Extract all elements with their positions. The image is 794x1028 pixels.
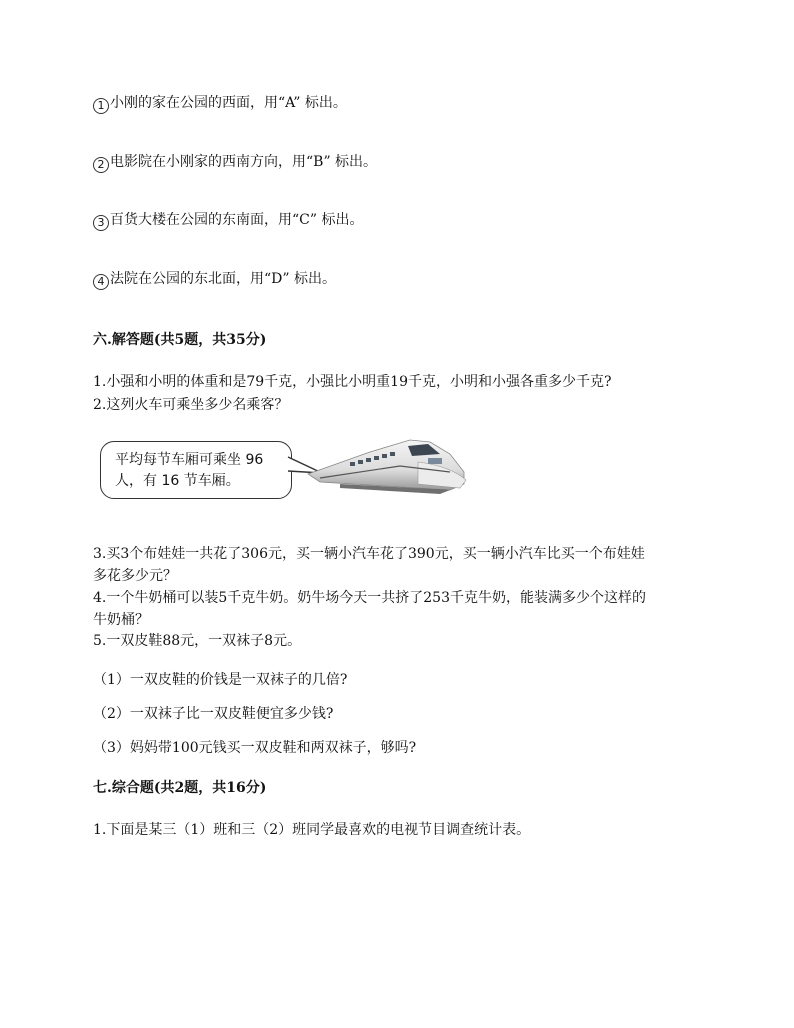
- question-7-1: 1.下面是某三（1）班和三（2）班同学最喜欢的电视节目调查统计表。: [93, 822, 531, 838]
- bubble-line-2: 人，有 16 节车厢。: [115, 473, 240, 489]
- circled-number: 1: [93, 98, 109, 114]
- section-7-heading: 七.综合题(共2题，共16分): [93, 780, 267, 796]
- map-item-3: [93, 209, 363, 231]
- circled-number: 4: [93, 274, 109, 290]
- question-6-4-line-2: 牛奶桶？: [93, 612, 149, 628]
- question-6-3-line-1: 3.买3个布娃娃一共花了306元，买一辆小汽车花了390元，买一辆小汽车比买一个布娃娃: [93, 546, 645, 562]
- map-item-2: [93, 151, 377, 173]
- circled-number: 3: [93, 215, 109, 231]
- speech-bubble: [100, 441, 292, 499]
- map-item-text: 小刚的家在公园的西面，用“A” 标出。: [110, 95, 347, 111]
- bubble-line-1: 平均每节车厢可乘坐 96: [115, 452, 264, 468]
- map-item-text: 法院在公园的东北面，用“D” 标出。: [110, 271, 336, 287]
- question-6-4-line-1: 4.一个牛奶桶可以装5千克牛奶。奶牛场今天一共挤了253千克牛奶，能装满多少个这样的: [93, 590, 646, 606]
- question-6-1: 1.小强和小明的体重和是79千克，小强比小明重19千克，小明和小强各重多少千克?: [93, 374, 612, 390]
- map-item-text: 百货大楼在公园的东南面，用“C” 标出。: [110, 212, 364, 228]
- bullet-train-image: [300, 432, 468, 498]
- question-6-5: 5.一双皮鞋88元，一双袜子8元。: [93, 633, 302, 649]
- section-6-heading: 六.解答题(共5题，共35分): [93, 332, 267, 348]
- question-6-5-part-3: （3）妈妈带100元钱买一双皮鞋和两双袜子，够吗?: [93, 740, 417, 756]
- map-item-4: [93, 268, 336, 290]
- question-6-3-line-2: 多花多少元？: [93, 568, 177, 584]
- map-item-text: 电影院在小刚家的西南方向，用“B” 标出。: [110, 154, 378, 170]
- question-6-5-part-2: （2）一双袜子比一双皮鞋便宜多少钱?: [93, 706, 334, 722]
- question-6-5-part-1: （1）一双皮鞋的价钱是一双袜子的几倍?: [93, 672, 348, 688]
- question-6-2: 2.这列火车可乘坐多少名乘客？: [93, 397, 289, 413]
- map-item-1: [93, 92, 347, 114]
- circled-number: 2: [93, 157, 109, 173]
